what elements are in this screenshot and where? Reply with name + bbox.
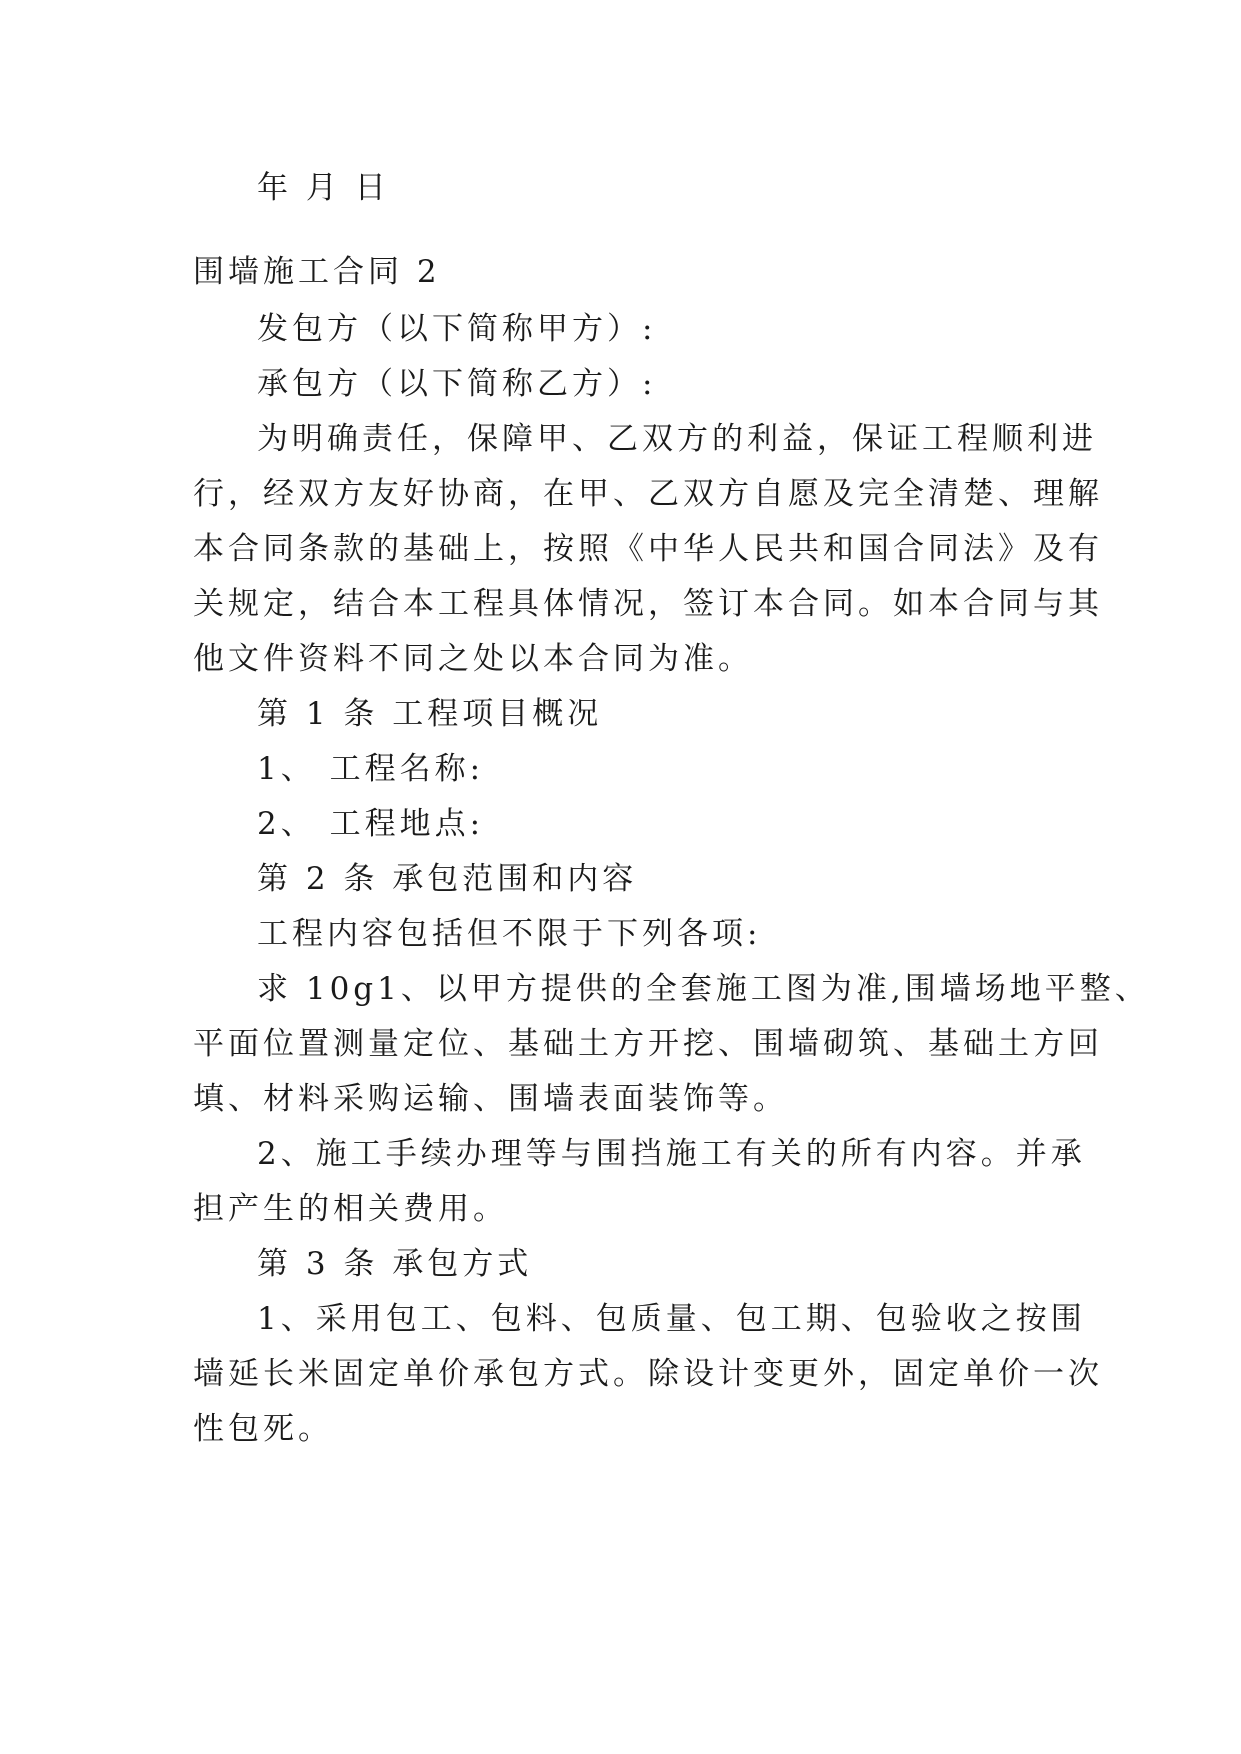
article-3-heading: 第 3 条 承包方式 (257, 1246, 533, 1282)
article-2-item-2-line-1: 2、施工手续办理等与围挡施工有关的所有内容。并承 (257, 1136, 1086, 1172)
article-1-item-2: 2、 工程地点: (257, 806, 485, 842)
article-1-item-1: 1、 工程名称: (257, 751, 485, 787)
article-1-heading: 第 1 条 工程项目概况 (257, 696, 603, 732)
article-3-item-1-line-1: 1、采用包工、包料、包质量、包工期、包验收之按围 (257, 1301, 1086, 1337)
intro-line-3: 本合同条款的基础上，按照《中华人民共和国合同法》及有 (193, 531, 1103, 567)
article-2-item-1-line-3: 填、材料采购运输、围墙表面装饰等。 (193, 1081, 788, 1117)
article-2-item-2-line-2: 担产生的相关费用。 (193, 1191, 508, 1227)
intro-line-2: 行，经双方友好协商，在甲、乙双方自愿及完全清楚、理解 (193, 476, 1103, 512)
article-2-lead: 工程内容包括但不限于下列各项: (257, 916, 762, 952)
article-2-item-1-line-2: 平面位置测量定位、基础土方开挖、围墙砌筑、基础土方回 (193, 1026, 1103, 1062)
party-a-line: 发包方（以下简称甲方）: (257, 311, 657, 347)
intro-line-4: 关规定，结合本工程具体情况，签订本合同。如本合同与其 (193, 586, 1103, 622)
document-title: 围墙施工合同 2 (193, 254, 441, 290)
intro-line-5: 他文件资料不同之处以本合同为准。 (193, 641, 753, 677)
party-b-line: 承包方（以下简称乙方）: (257, 366, 657, 402)
article-3-item-1-line-2: 墙延长米固定单价承包方式。除设计变更外，固定单价一次 (193, 1356, 1103, 1392)
date-line: 年 月 日 (257, 170, 390, 206)
article-2-item-1-line-1: 求 10g1、以甲方提供的全套施工图为准,围墙场地平整、 (257, 971, 1150, 1007)
article-3-item-1-line-3: 性包死。 (193, 1411, 333, 1447)
intro-line-1: 为明确责任，保障甲、乙双方的利益，保证工程顺利进 (257, 421, 1097, 457)
article-2-heading: 第 2 条 承包范围和内容 (257, 861, 638, 897)
